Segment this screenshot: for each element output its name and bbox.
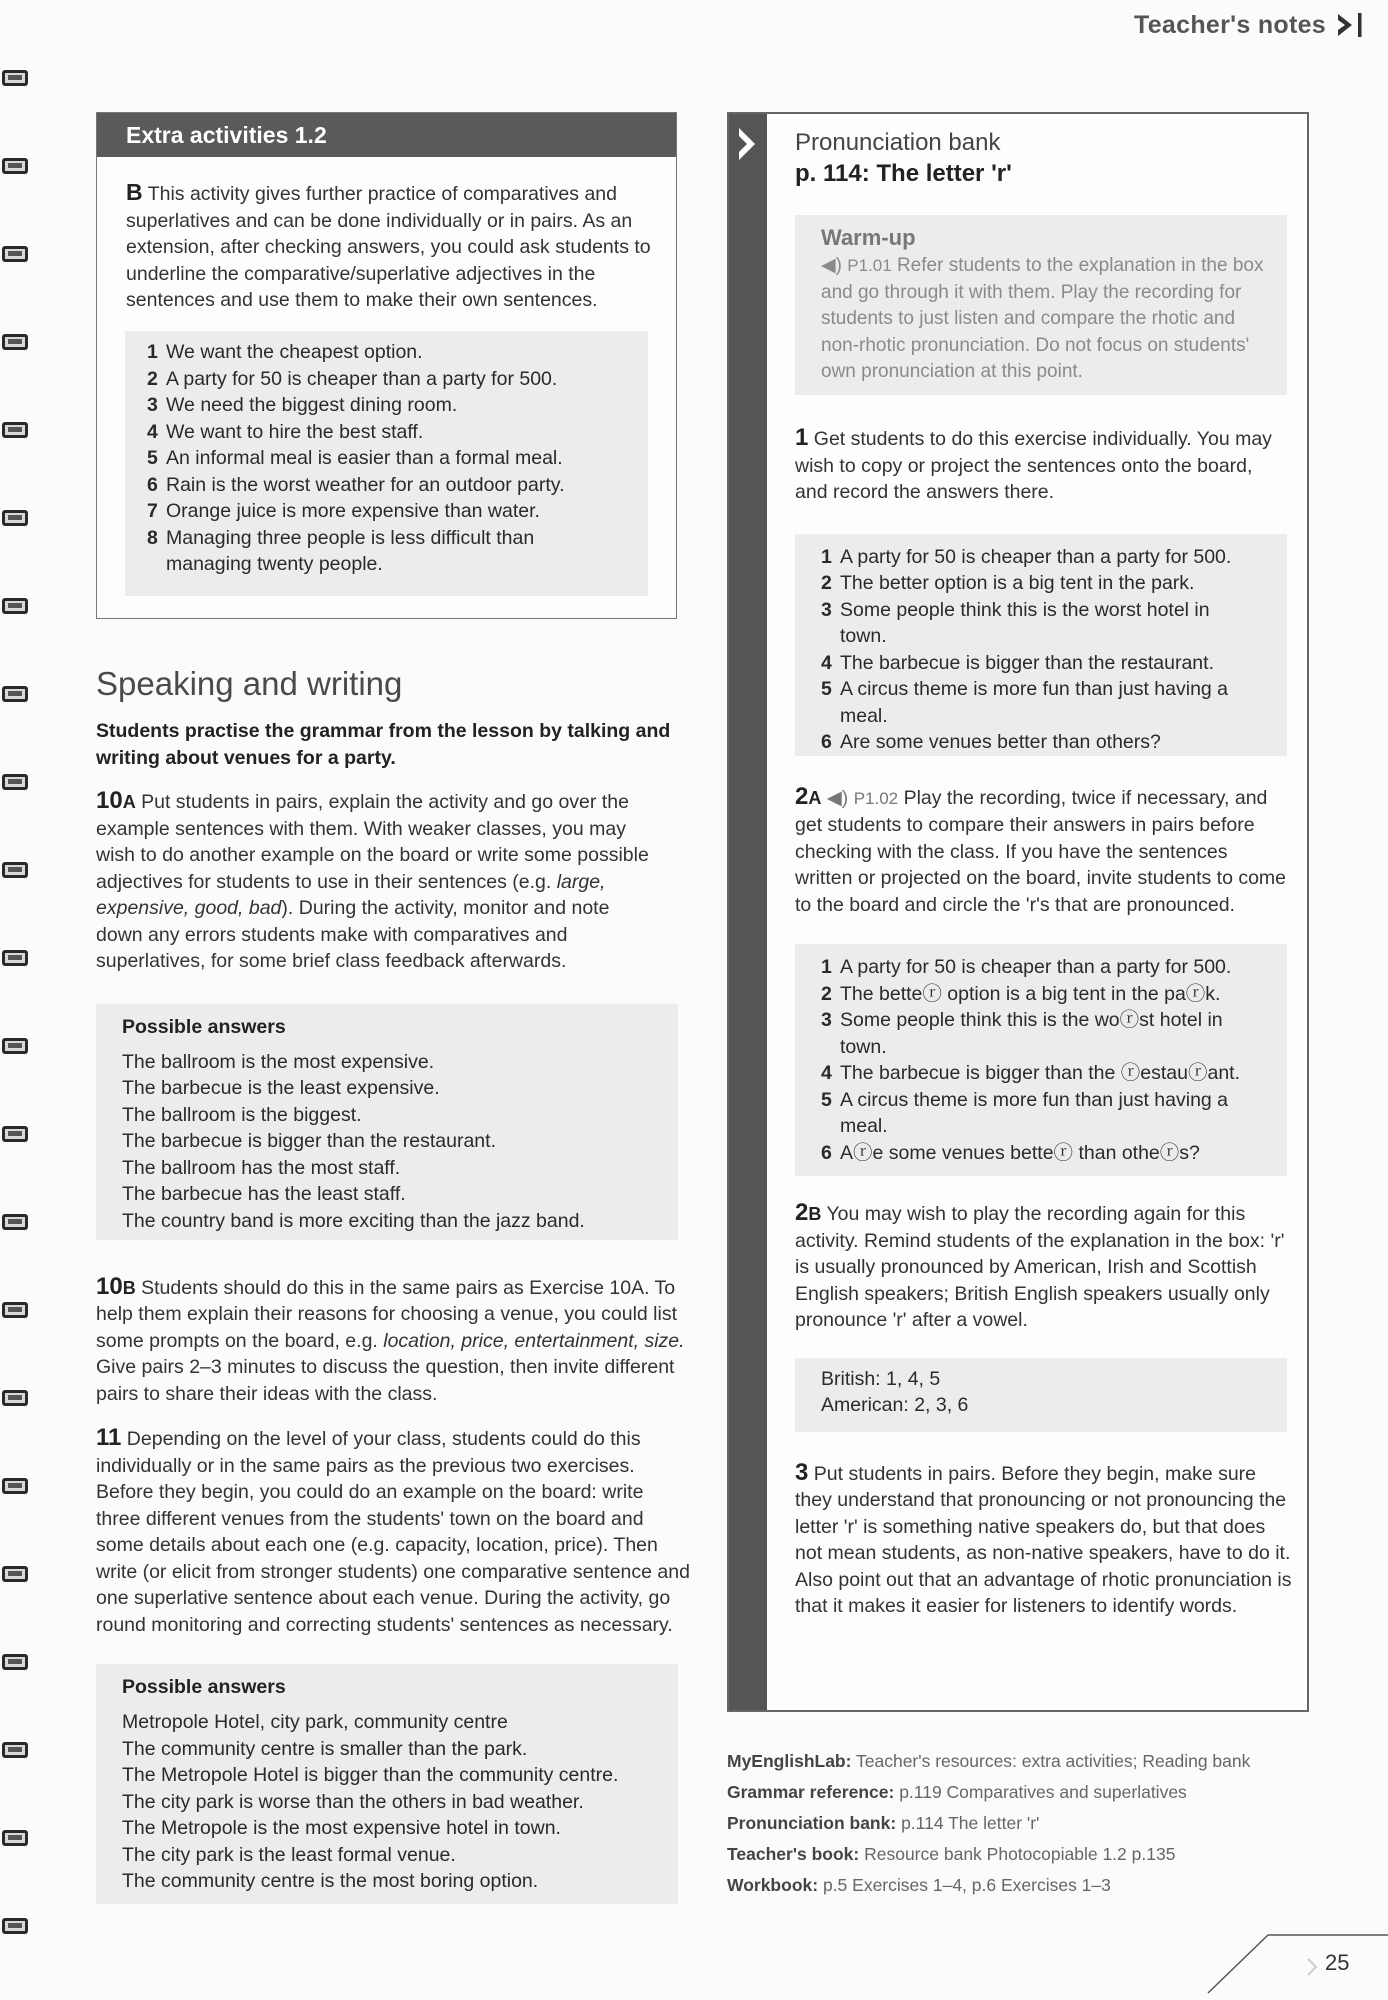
binding-ring: [2, 1918, 28, 1934]
list-item: 4 The barbecue is bigger than the restaurant.: [821, 651, 1214, 674]
pron-list-1: [795, 534, 1287, 756]
list-item: 1 A party for 50 is cheaper than a party for 500.: [821, 956, 1232, 978]
answer-line: The barbecue has the least staff.: [122, 1183, 406, 1205]
chevron-right-icon: [729, 124, 767, 164]
pron-subtitle: p. 114: The letter 'r': [795, 160, 1012, 187]
exercise-11: 11 Depending on the level of your class, students could do this individually or in the same pairs as the previous two exercises. Before they begin, you could do an example on the board: write three different venues from the students' town on the board and some details about each one (e.g. capacity, location, price). Then write (or elicit from stronger students) one comparative sentence and one superlative sentence about each venue. During the activity, go round monitoring and correcting students' sentences as necessary.: [96, 1424, 690, 1636]
extra-answer-list: [125, 331, 648, 596]
list-item: 6 Aⓡe some venues betteⓡ than otheⓡs?: [821, 1141, 1200, 1164]
answers-title: Possible answers: [122, 1015, 286, 1038]
binding-ring: [2, 1478, 28, 1494]
warm-up-text: ◀) P1.01 Refer students to the explanation in the box and go through it with them. Play the recording for students to just listen and compare the rhotic and non-rhotic pronunciation. Do not focus on students' own pronunciation at this point.: [821, 255, 1264, 382]
extra-activities-title: Extra activities 1.2: [126, 121, 327, 148]
skip-forward-icon: [1336, 10, 1366, 40]
list-item: 1 A party for 50 is cheaper than a party for 500.: [821, 545, 1232, 568]
exercise-10a: 10A Put students in pairs, explain the activity and go over the example sentences with them. With weaker classes, you may wish to do another example on the board or write some possible adjectives for students to use in their sentences (e.g. large, expensive, good, bad). During the activity, monitor and note down any errors students make with comparatives and superlatives, for some brief class feedback afterwards.: [96, 787, 649, 972]
possible-answers-1: [96, 1004, 678, 1240]
answer-line: The city park is the least formal venue.: [122, 1843, 456, 1866]
answer-line: The ballroom is the biggest.: [122, 1103, 362, 1126]
exercise-10b: 10B Students should do this in the same pairs as Exercise 10A. To help them explain their reasons for choosing a venue, you could list some prompts on the board, e.g. location, price, entertainment, size. Give pairs 2–3 minutes to discuss the question, then invite different pairs to share their ideas with the class.: [96, 1272, 685, 1405]
binding-ring: [2, 422, 28, 438]
list-item: 2 The better option is a big tent in the park.: [821, 572, 1195, 594]
page-header: [1134, 10, 1366, 40]
binding-ring: [2, 510, 28, 526]
answers-title: Possible answers: [122, 1676, 286, 1698]
answer-line: The Metropole Hotel is bigger than the community centre.: [122, 1764, 619, 1786]
list-item: 1 We want the cheapest option.: [147, 341, 423, 363]
answer-line: American: 2, 3, 6: [821, 1394, 969, 1416]
pron-exercise-2b: 2B You may wish to play the recording again for this activity. Remind students of the explanation in the box: 'r' is usually pronounced by American, Irish and Scottish English speakers; British English speakers usually only pronounce 'r' after a vowel.: [795, 1199, 1285, 1331]
list-item: 4 The barbecue is bigger than the ⓡestauⓡant.: [821, 1062, 1240, 1084]
pron-exercise-3: 3 Put students in pairs. Before they begin, make sure they understand that pronouncing or not pronouncing the letter 'r' is something native speakers do, but that does not mean students, as non-native speakers, have to do it. Also point out that an advantage of rhotic pronunciation is that it makes it easier for listeners to identify words.: [795, 1458, 1292, 1617]
binding-ring: [2, 1214, 28, 1230]
list-item: 6 Are some venues better than others?: [821, 731, 1161, 753]
pron-list-2: [795, 944, 1287, 1176]
cross-reference-notes: [727, 1748, 1327, 1903]
binding-ring: [2, 1654, 28, 1670]
list-item: 5 A circus theme is more fun than just having a meal.: [821, 1088, 1229, 1137]
binding-ring: [2, 1742, 28, 1758]
list-item: 6 Rain is the worst weather for an outdoor party.: [147, 473, 565, 496]
list-item: 7 Orange juice is more expensive than water.: [147, 500, 540, 522]
list-item: 3 We need the biggest dining room.: [147, 394, 458, 416]
note-line: MyEnglishLab: Teacher's resources: extra activities; Reading bank: [727, 1751, 1251, 1771]
warm-up-title: Warm-up: [821, 225, 916, 250]
list-item: 4 We want to hire the best staff.: [147, 420, 424, 443]
note-line: Teacher's book: Resource bank Photocopiable 1.2 p.135: [727, 1844, 1176, 1864]
binding-ring: [2, 334, 28, 350]
list-item: 2 A party for 50 is cheaper than a party for 500.: [147, 367, 558, 390]
binding-ring: [2, 246, 28, 262]
speaking-section: [96, 663, 696, 1904]
binding-ring: [2, 950, 28, 966]
list-item: 5 An informal meal is easier than a formal meal.: [147, 447, 563, 469]
pron-exercise-2a: 2A ◀) P1.02 Play the recording, twice if necessary, and get students to compare their answers in pairs before checking with the class. If you have the sentences written or projected on the board, invite students to come to the board and circle the 'r's that are pronounced.: [795, 782, 1287, 916]
binding-ring: [2, 1830, 28, 1846]
list-item: 3 Some people think this is the woⓡst hotel in town.: [821, 1009, 1223, 1058]
section-subheading: Students practise the grammar from the lesson by talking and writing about venues for a party.: [96, 720, 671, 769]
binding-ring: [2, 1038, 28, 1054]
answer-line: The city park is worse than the others in bad weather.: [122, 1790, 584, 1813]
header-title: Teacher's notes: [1134, 10, 1326, 39]
pron-exercise-1: 1 Get students to do this exercise individually. You may wish to copy or project the sentences onto the board, and record the answers there.: [795, 424, 1272, 503]
binding-ring: [2, 598, 28, 614]
binding-ring: [2, 774, 28, 790]
answer-line: The ballroom has the most staff.: [122, 1156, 401, 1179]
list-item: 3 Some people think this is the worst hotel in town.: [821, 598, 1210, 647]
possible-answers-2: [96, 1664, 678, 1904]
list-item: 8 Managing three people is less difficult than managing twenty people.: [147, 526, 535, 575]
note-line: Grammar reference: p.119 Comparatives and superlatives: [727, 1782, 1187, 1802]
answer-line: The Metropole is the most expensive hotel in town.: [122, 1817, 561, 1839]
warm-up-box: [795, 215, 1287, 395]
extra-activities-title-bar: [97, 113, 676, 157]
list-item: 5 A circus theme is more fun than just having a meal.: [821, 678, 1229, 727]
answer-line: The community centre is smaller than the park.: [122, 1737, 528, 1760]
note-line: Workbook: p.5 Exercises 1–4, p.6 Exercises 1–3: [727, 1875, 1111, 1895]
answer-line: The community centre is the most boring option.: [122, 1870, 539, 1892]
pronunciation-panel: [727, 112, 1309, 1712]
binding-ring: [2, 1302, 28, 1318]
page-number: 25: [1325, 1950, 1350, 1975]
binding-ring: [2, 70, 28, 86]
binding-ring: [2, 1126, 28, 1142]
list-item: 2 The betteⓡ option is a big tent in the paⓡk.: [821, 982, 1221, 1005]
section-heading: Speaking and writing: [96, 665, 403, 702]
answer-line: The ballroom is the most expensive.: [122, 1050, 435, 1073]
extra-activities-box: [96, 112, 677, 619]
binding-ring: [2, 158, 28, 174]
pron-title: Pronunciation bank: [795, 129, 1001, 156]
binding-ring: [2, 1566, 28, 1582]
answer-line: The country band is more exciting than the jazz band.: [122, 1209, 585, 1232]
note-line: Pronunciation bank: p.114 The letter 'r': [727, 1813, 1040, 1833]
binding-ring: [2, 1390, 28, 1406]
pron-answer-2b: [795, 1358, 1287, 1432]
binding-ring: [2, 686, 28, 702]
panel-side-bar: [729, 114, 767, 1710]
extra-activities-intro: B This activity gives further practice of comparatives and superlatives and can be done individually or in pairs. As an extension, after checking answers, you could ask students to underline the comparative/superlative adjectives in the sentences and use them to make their own sentences.: [126, 179, 651, 311]
binding-ring: [2, 862, 28, 878]
audio-icon: ◀): [821, 255, 842, 276]
answer-line: The barbecue is the least expensive.: [122, 1077, 440, 1099]
answer-line: Metropole Hotel, city park, community centre: [122, 1711, 508, 1733]
answer-line: British: 1, 4, 5: [821, 1367, 941, 1390]
answer-line: The barbecue is bigger than the restaurant.: [122, 1130, 496, 1152]
page-corner-decoration: [1188, 1905, 1388, 1995]
audio-icon: ◀): [826, 786, 849, 809]
